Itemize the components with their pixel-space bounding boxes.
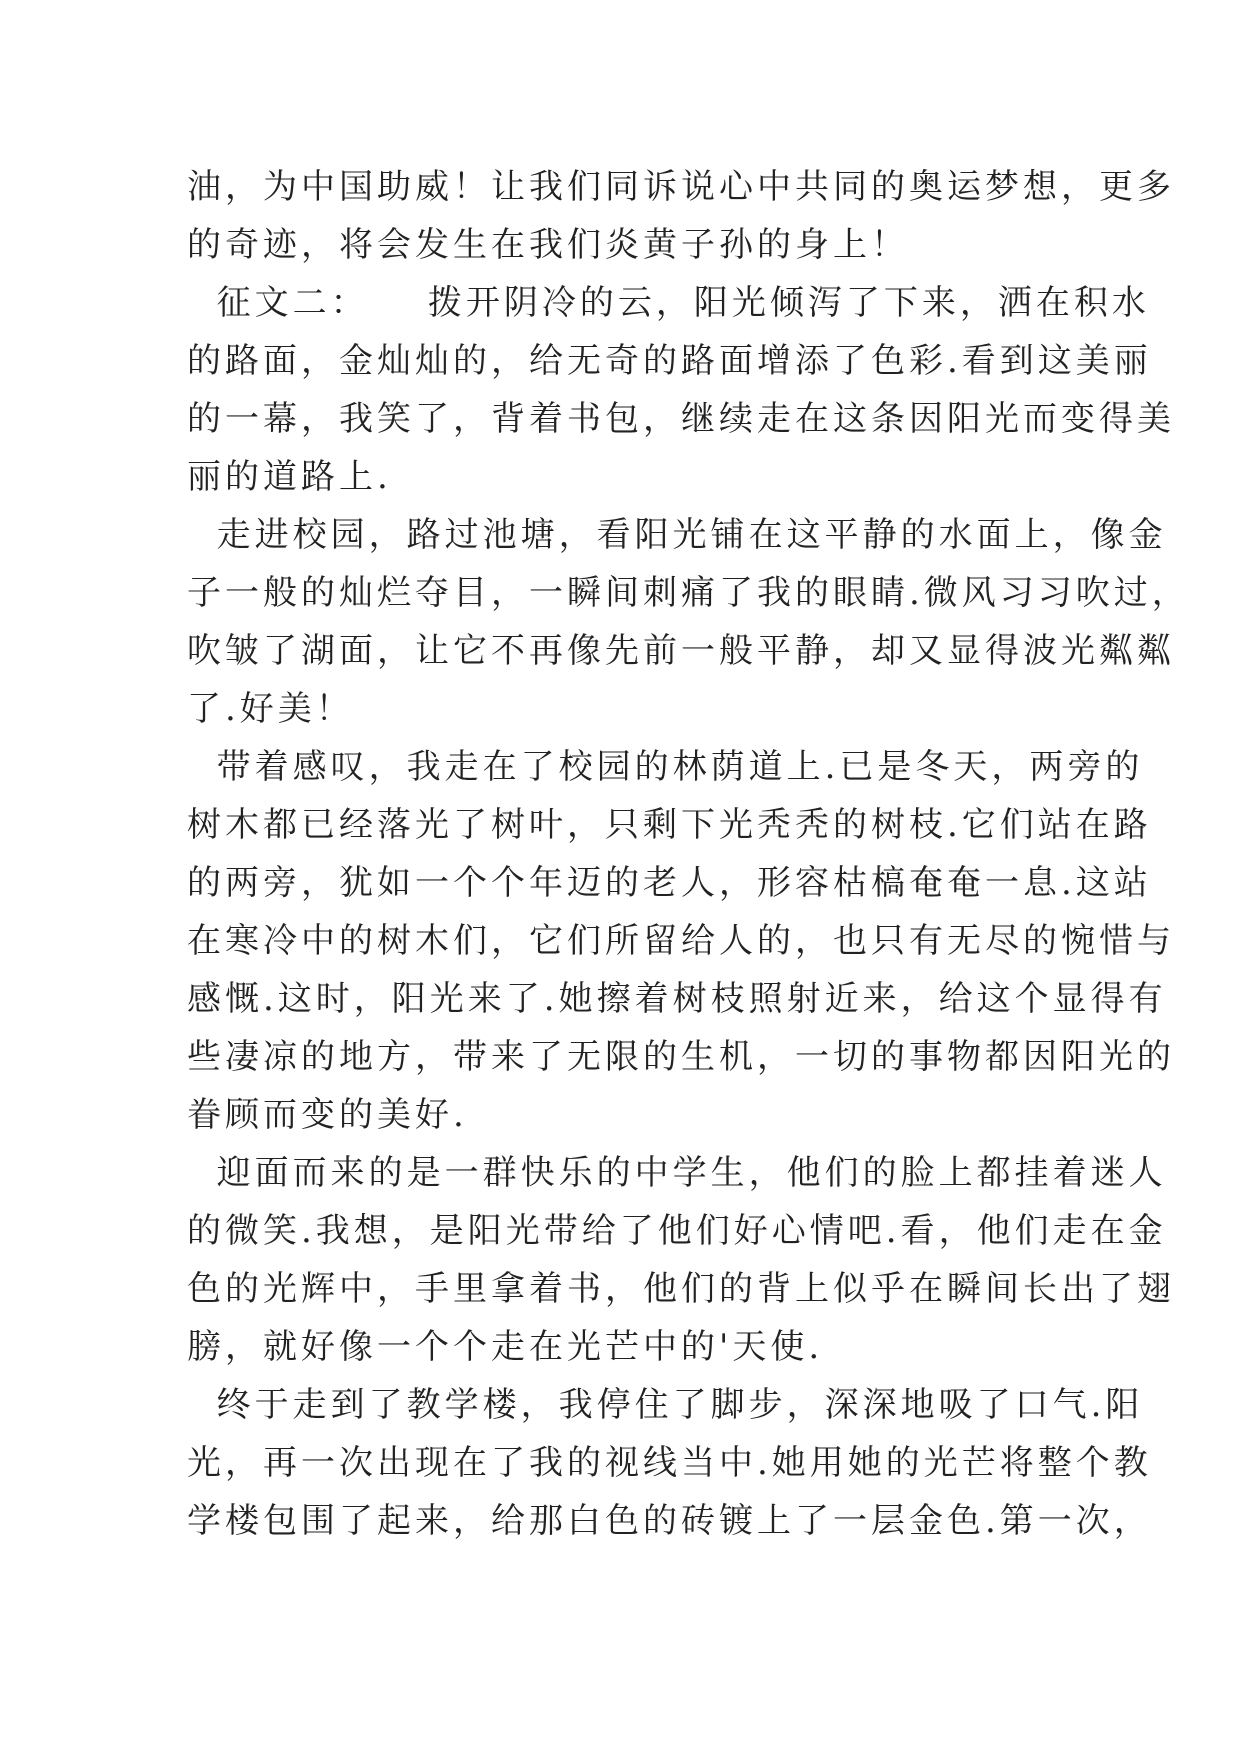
text-line: 光，再一次出现在了我的视线当中.她用她的光芒将整个教 (187, 1443, 1152, 1483)
text-line: 的两旁，犹如一个个年迈的老人，形容枯槁奄奄一息.这站 (187, 863, 1152, 903)
text-line: 子一般的灿烂夺目，一瞬间刺痛了我的眼睛.微风习习吹过， (187, 573, 1190, 613)
text-line: 迎面而来的是一群快乐的中学生，他们的脸上都挂着迷人 (187, 1153, 1167, 1193)
text-line: 些凄凉的地方，带来了无限的生机，一切的事物都因阳光的 (187, 1037, 1175, 1077)
text-line: 膀，就好像一个个走在光芒中的'天使. (187, 1327, 824, 1367)
text-line: 眷顾而变的美好. (187, 1095, 468, 1135)
text-line: 丽的道路上. (187, 457, 392, 497)
text-line: 终于走到了教学楼，我停住了脚步，深深地吸了口气.阳 (187, 1385, 1144, 1425)
text-line: 走进校园，路过池塘，看阳光铺在这平静的水面上，像金 (187, 515, 1167, 555)
text-line: 学楼包围了起来，给那白色的砖镀上了一层金色.第一次， (187, 1501, 1152, 1541)
text-line: 色的光辉中，手里拿着书，他们的背上似乎在瞬间长出了翅 (187, 1269, 1175, 1309)
text-line: 的一幕，我笑了，背着书包，继续走在这条因阳光而变得美 (187, 399, 1175, 439)
text-line: 的路面，金灿灿的，给无奇的路面增添了色彩.看到这美丽 (187, 341, 1152, 381)
text-line: 在寒冷中的树木们，它们所留给人的，也只有无尽的惋惜与 (187, 921, 1175, 961)
text-line: 感慨.这时，阳光来了.她擦着树枝照射近来，给这个显得有 (187, 979, 1167, 1019)
text-line: 的奇迹，将会发生在我们炎黄子孙的身上！ (187, 225, 909, 265)
text-line: 树木都已经落光了树叶，只剩下光秃秃的树枝.它们站在路 (187, 805, 1152, 845)
text-line: 吹皱了湖面，让它不再像先前一般平静，却又显得波光粼粼 (187, 631, 1175, 671)
text-line: 征文二： 拨开阴冷的云，阳光倾泻了下来，洒在积水 (187, 283, 1150, 323)
text-line: 了.好美！ (187, 689, 354, 729)
text-line: 带着感叹，我走在了校园的林荫道上.已是冬天，两旁的 (187, 747, 1144, 787)
text-line: 油，为中国助威！让我们同诉说心中共同的奥运梦想，更多 (187, 167, 1175, 207)
text-line: 的微笑.我想，是阳光带给了他们好心情吧.看，他们走在金 (187, 1211, 1167, 1251)
